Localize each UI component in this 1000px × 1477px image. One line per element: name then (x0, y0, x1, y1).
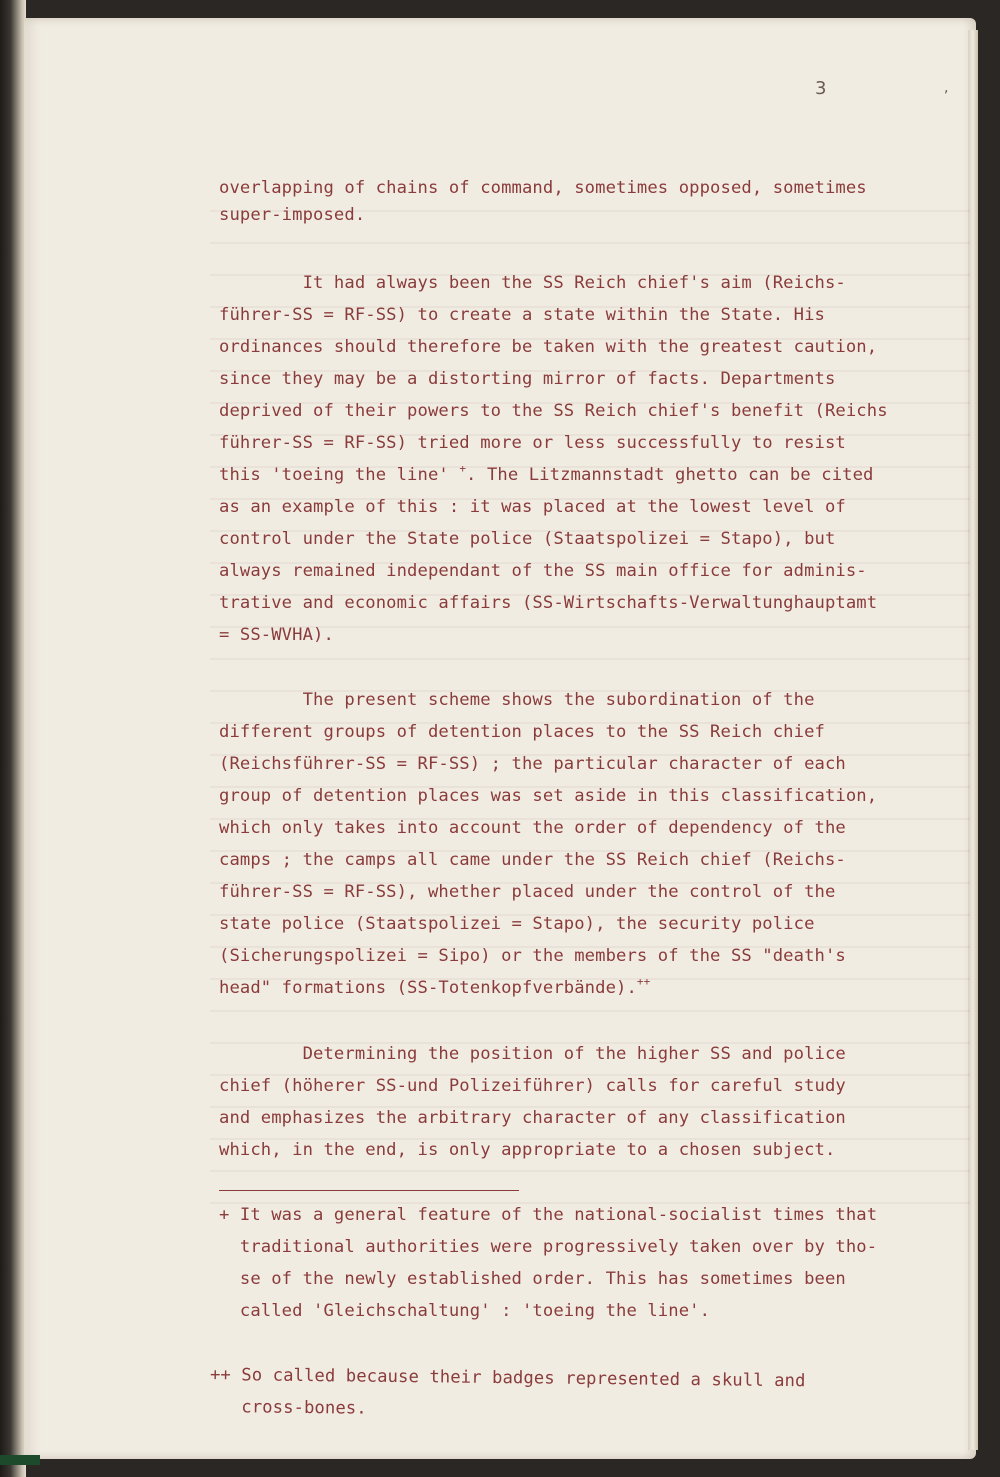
green-tab (0, 1455, 40, 1465)
body-line: camps ; the camps all came under the SS Reich chief (Reichs- (219, 850, 846, 870)
body-line: führer-SS = RF-SS), whether placed under the control of the (219, 882, 836, 902)
body-line: group of detention places was set aside in this classification, (219, 786, 878, 806)
body-line: always remained independant of the SS main office for adminis- (219, 561, 867, 581)
body-line (219, 975, 651, 1000)
body-line: as an example of this : it was placed at the lowest level of (219, 497, 846, 517)
footnote-marker: ++ (636, 975, 651, 988)
body-line: control under the State police (Staatspolizei = Stapo), but (219, 529, 836, 549)
body-line-text: this 'toeing the line' (219, 465, 460, 485)
body-line: which only takes into account the order of dependency of the (219, 818, 846, 838)
body-line-text: . The Litzmannstadt ghetto can be cited (466, 465, 874, 485)
body-line: führer-SS = RF-SS) to create a state within the State. His (219, 305, 825, 325)
page-number: 3 (815, 78, 827, 99)
page-edge (968, 30, 978, 1450)
body-line: since they may be a distorting mirror of facts. Departments (219, 369, 836, 389)
footnote-line: called 'Gleichschaltung' : 'toeing the line'. (219, 1301, 711, 1321)
footnote-marker: + (459, 462, 467, 475)
footnote-line: cross-bones. (209, 1397, 367, 1419)
footnote-line: traditional authorities were progressively taken over by tho- (219, 1237, 878, 1257)
body-line: führer-SS = RF-SS) tried more or less successfully to resist (219, 433, 846, 453)
body-line: deprived of their powers to the SS Reich chief's benefit (Reichs (219, 401, 888, 421)
body-line: and emphasizes the arbitrary character of any classification (219, 1108, 846, 1128)
body-line: trative and economic affairs (SS-Wirtschafts-Verwaltunghauptamt (219, 593, 878, 613)
body-line: It had always been the SS Reich chief's aim (Reichs- (219, 273, 846, 293)
body-line: ordinances should therefore be taken with the greatest caution, (219, 337, 878, 357)
body-line: (Sicherungspolizei = Sipo) or the members of the SS "death's (219, 946, 846, 966)
body-line: (Reichsführer-SS = RF-SS) ; the particular character of each (219, 754, 846, 774)
footnote-line: + It was a general feature of the national-socialist times that (219, 1205, 878, 1225)
body-line: different groups of detention places to the SS Reich chief (219, 722, 825, 742)
body-line: super-imposed. (219, 205, 366, 225)
corner-mark: , (944, 80, 949, 96)
body-line: state police (Staatspolizei = Stapo), the security police (219, 914, 815, 934)
body-line: overlapping of chains of command, sometimes opposed, sometimes (219, 178, 867, 198)
body-line: which, in the end, is only appropriate to a chosen subject. (219, 1140, 836, 1160)
body-line: Determining the position of the higher SS and police (219, 1044, 846, 1064)
book-spine (0, 0, 26, 1477)
body-line-text: head" formations (SS-Totenkopfverbände). (219, 978, 637, 998)
body-line: chief (höherer SS-und Polizeiführer) calls for careful study (219, 1076, 846, 1096)
footnote-line: se of the newly established order. This has sometimes been (219, 1269, 846, 1289)
body-line (219, 462, 874, 487)
footnote-line: ++ So called because their badges represented a skull and (209, 1365, 806, 1392)
body-line: = SS-WVHA). (219, 625, 334, 645)
body-line: The present scheme shows the subordination of the (219, 690, 815, 710)
footnote-divider (219, 1190, 519, 1191)
